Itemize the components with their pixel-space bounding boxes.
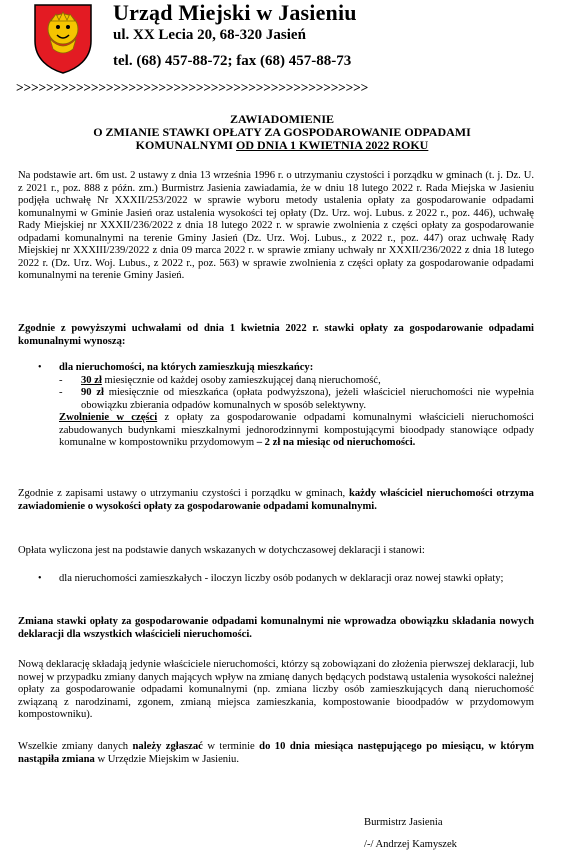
exemption-text: z opłaty za gospodarowanie odpadami komunalnymi właścicieli nieruchomości zabudowanych budynkami mieszkalnymi jednorodzinnymi kompostującymi bioodpady stanowiące odpady komunalne w kompostowniku przydomowym <box>59 412 534 448</box>
rate-2 <box>59 387 534 412</box>
rate-1 <box>59 375 534 388</box>
report-text-3: w Urzędzie Miejskim w Jasieniu. <box>94 753 239 765</box>
notice-paragraph <box>18 488 534 513</box>
rates-heading: dla nieruchomości, na których zamieszkują mieszkańcy: <box>59 362 314 373</box>
doc-title-line3 <box>0 138 564 152</box>
calc-list <box>18 573 534 586</box>
dash: - <box>59 387 63 398</box>
change-paragraph: Zmiana stawki opłaty za gospodarowanie odpadami komunalnymi nie wprowadza obowiązku składania nowych deklaracji dla wszystkich właścicieli nieruchomości. <box>18 616 534 640</box>
exemption-label: Zwolnienie w części <box>59 412 158 423</box>
rates-intro: Zgodnie z powyższymi uchwałami od dnia 1 kwietnia 2022 r. stawki opłaty za gospodarowanie odpadami komunalnymi wynoszą: <box>18 323 534 347</box>
doc-title-date: OD DNIA 1 KWIETNIA 2022 ROKU <box>235 138 429 152</box>
signature-name: /-/ Andrzej Kamyszek <box>364 839 457 850</box>
doc-title-line3-plain: KOMUNALNYMI <box>135 138 236 152</box>
report-bold-1: należy zgłaszać <box>132 741 203 752</box>
declaration-paragraph: Nową deklarację składają jedynie właściciele nieruchomości, którzy są zobowiązani do złożenia pierwszej deklaracji, lub nowej w przypadku zmiany danych mających wpływ na zmianę danych będących podstawą ustalenia wysokości należnej opłaty za gospodarowanie odpadami komunalnymi (np. zmiana liczby osób zamieszkujących daną nieruchomość związaną z narodzinami, zgonem, zmianą miejsca zamieszkania, kompostowanie bioodpadów w przydomowym kompostowniku). <box>18 659 534 720</box>
exemption <box>59 412 534 450</box>
header-divider: >>>>>>>>>>>>>>>>>>>>>>>>>>>>>>>>>>>>>>>>>>>>>>> <box>16 80 369 95</box>
intro-paragraph: Na podstawie art. 6m ust. 2 ustawy z dnia 13 września 1996 r. o utrzymaniu czystości i porządku w gminach (t. j. Dz. U. z 2021 r., poz. 888 z późn. zm.) Burmistrz Jasienia zawiadamia, że w dniu 18 lutego 2022 r. Rada Miejska w Jasieniu podjęła uchwałę Nr XXXII/253/2022 w sprawie wyboru metody ustalenia opłaty za gospodarowanie odpadami komunalnymi w Gminie Jasień oraz ustalenia wysokości tej opłaty (Dz. Urz. woj. Lubus. z 2022 r., poz. 446), uchwałę Rady Miejskiej nr XXXII/236/2022 z dnia 18 lutego 2022 r. w sprawie zwolnienia z części opłaty za gospodarowanie odpadami komunalnymi na terenie Gminy Jasień (Dz. Urz. Woj. Lubus., z 2022 r., poz. 447) oraz uchwałę Rady Miejskiej nr XXXIII/239/2022 z dnia 09 marca 2022 r. w sprawie zmiany uchwały nr XXXII/236/2022 z dnia 18 lutego 2022 r. (Dz. Urz. Woj. Lubus., z 2022 r., poz. 563) w sprawie zwolnienia z części opłaty za gospodarowanie odpadami komunalnymi na terenie Gminy Jasień. <box>18 170 534 281</box>
doc-title-line1: ZAWIADOMIENIE <box>229 112 334 126</box>
rate-1-text: miesięcznie od każdej osoby zamieszkującej daną nieruchomość, <box>101 374 381 386</box>
rates-item <box>59 362 534 450</box>
notice-bold: każdy właściciel nieruchomości otrzyma zawiadomienie o wysokości opłaty za gospodarowanie odpadami komunalnymi. <box>18 488 534 512</box>
rate-1-amount: 30 zł <box>81 374 102 386</box>
notice-plain: Zgodnie z zapisami ustawy o utrzymaniu czystości i porządku w gminach, <box>18 488 349 499</box>
rate-2-text: miesięcznie od mieszkańca (opłata podwyższona), jeżeli właściciel nieruchomości nie wypełnia obowiązku zbierania odpadów komunalnych w sposób selektywny. <box>81 387 535 411</box>
bullet-icon: • <box>38 573 42 584</box>
signature-role: Burmistrz Jasienia <box>364 817 443 828</box>
rate-2-amount: 90 zł <box>81 387 104 398</box>
doc-title-line2: O ZMIANIE STAWKI OPŁATY ZA GOSPODAROWANIE ODPADAMI <box>93 125 471 139</box>
dash: - <box>59 374 63 386</box>
calc-paragraph: Opłata wyliczona jest na podstawie danych wskazanych w dotychczasowej deklaracji i stanowi: <box>18 545 425 556</box>
office-phone: tel. (68) 457-88-72; fax (68) 457-88-73 <box>113 53 352 69</box>
office-address: ul. XX Lecia 20, 68-320 Jasień <box>113 27 306 43</box>
office-name: Urząd Miejski w Jasieniu <box>113 0 357 25</box>
rates-list <box>18 362 534 450</box>
calc-item: dla nieruchomości zamieszkałych - iloczyn liczby osób podanych w deklaracji oraz nowej stawki opłaty; <box>59 573 504 584</box>
report-text-2: w terminie <box>202 741 260 752</box>
exemption-amount: – 2 zł na miesiąc od nieruchomości. <box>256 437 416 448</box>
report-text-1: Wszelkie zmiany danych <box>18 741 133 752</box>
bullet-icon: • <box>38 362 42 373</box>
report-bold-2: do 10 dnia miesiąca następującego po miesiącu, w którym nastąpiła zmiana <box>18 741 534 765</box>
report-paragraph <box>18 741 534 766</box>
coat-of-arms-icon <box>33 3 93 75</box>
